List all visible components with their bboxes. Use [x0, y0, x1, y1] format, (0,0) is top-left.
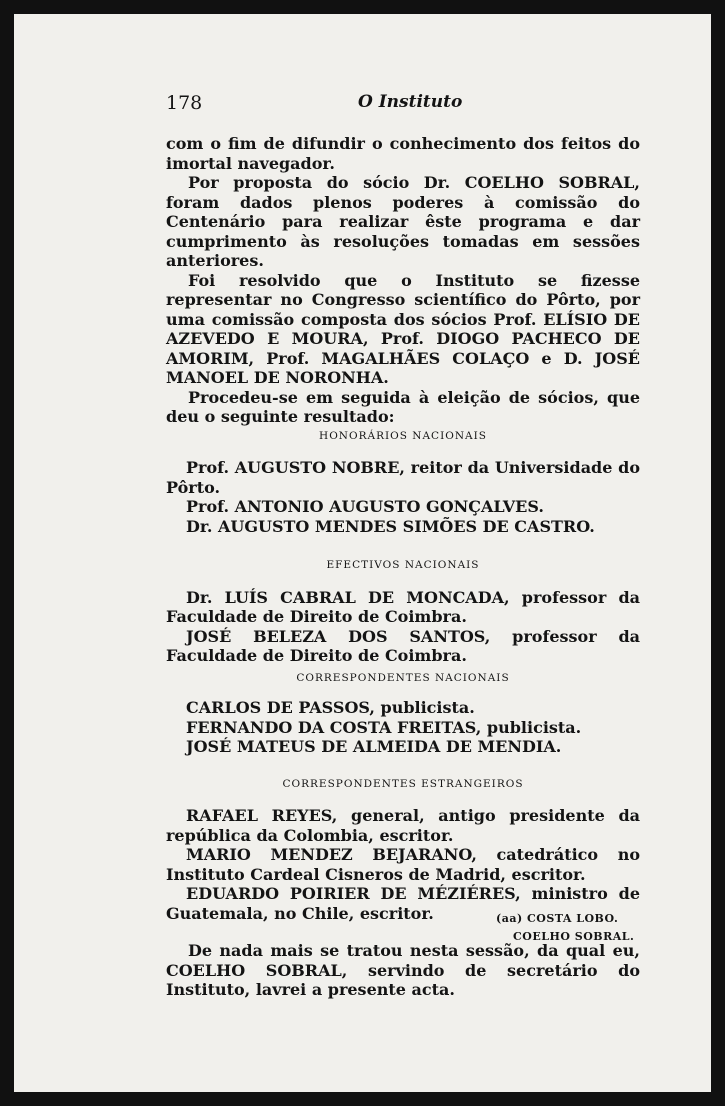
honorario-entry: Prof. AUGUSTO NOBRE, reitor da Universidade do Pôrto. — [166, 458, 640, 497]
correspondente-nacional-entry: CARLOS DE PASSOS, publicista. — [186, 698, 475, 717]
correspondente-estrangeiro-entry: RAFAEL REYES, general, antigo presidente da república da Colombia, escritor. — [166, 806, 640, 845]
paragraph-4: Procedeu-se em seguida à eleição de sócios, que deu o seguinte resultado: — [166, 387, 640, 426]
honorario-entry: Prof. ANTONIO AUGUSTO GONÇALVES. — [186, 497, 544, 516]
signature-coelho-sobral: COELHO SOBRAL. — [513, 930, 635, 943]
page-header — [166, 92, 636, 116]
efectivo-entry: Dr. LUÍS CABRAL DE MONCADA, professor da Faculdade de Direito de Coimbra. — [166, 587, 640, 626]
section-heading-honorarios: HONORÁRIOS NACIONAIS — [319, 429, 487, 442]
correspondente-estrangeiro-entry: MARIO MENDEZ BEJARANO, catedrático no Instituto Cardeal Cisneros de Madrid, escritor. — [166, 845, 640, 884]
closing-paragraph: De nada mais se tratou nesta sessão, da qual eu, COELHO SOBRAL, servindo de secretário do Instituto, lavrei a presente acta. — [166, 941, 640, 999]
efectivo-entry: JOSÉ BELEZA DOS SANTOS, professor da Faculdade de Direito de Coimbra. — [166, 626, 640, 665]
signature-costa-lobo: (aa) COSTA LOBO. — [496, 912, 619, 925]
page-sheet — [14, 14, 711, 1092]
section-heading-efectivos: EFECTIVOS NACIONAIS — [326, 559, 480, 571]
paragraph-2: Por proposta do sócio Dr. COELHO SOBRAL, foram dados plenos poderes à comissão do Centenário para realizar êste programa e dar cumprimento às resoluções tomadas em sessões anteriores. — [166, 173, 640, 270]
correspondente-estrangeiro-entry: EDUARDO POIRIER DE MÉZIÉRES, ministro de Guatemala, no Chile, escritor. — [166, 884, 640, 923]
correspondente-nacional-entry: FERNANDO DA COSTA FREITAS, publicista. — [186, 717, 582, 737]
section-heading-correspondentes-estrangeiros: CORRESPONDENTES ESTRANGEIROS — [282, 777, 524, 790]
honorario-entry: Dr. AUGUSTO MENDES SIMÕES DE CASTRO. — [186, 516, 595, 536]
paragraph-3: Foi resolvido que o Instituto se fizesse representar no Congresso scientífico do Pôrto, por uma comissão composta dos sócios Prof. ELÍSIO DE AZEVEDO E MOURA, Prof. DIOGO PACHECO DE AMORIM, Prof. MAGALHÃES COLAÇO e D. JOSÉ MANOEL DE NORONHA. — [166, 270, 640, 387]
page-number: 178 — [166, 92, 203, 114]
paragraph-1: com o fim de difundir o conhecimento dos feitos do imortal navegador. — [166, 134, 640, 173]
section-heading-correspondentes-nacionais: CORRESPONDENTES NACIONAIS — [296, 671, 510, 684]
running-title: O Instituto — [358, 92, 463, 112]
correspondente-nacional-entry: JOSÉ MATEUS DE ALMEIDA DE MENDIA. — [186, 737, 562, 756]
page-body — [166, 134, 640, 1000]
